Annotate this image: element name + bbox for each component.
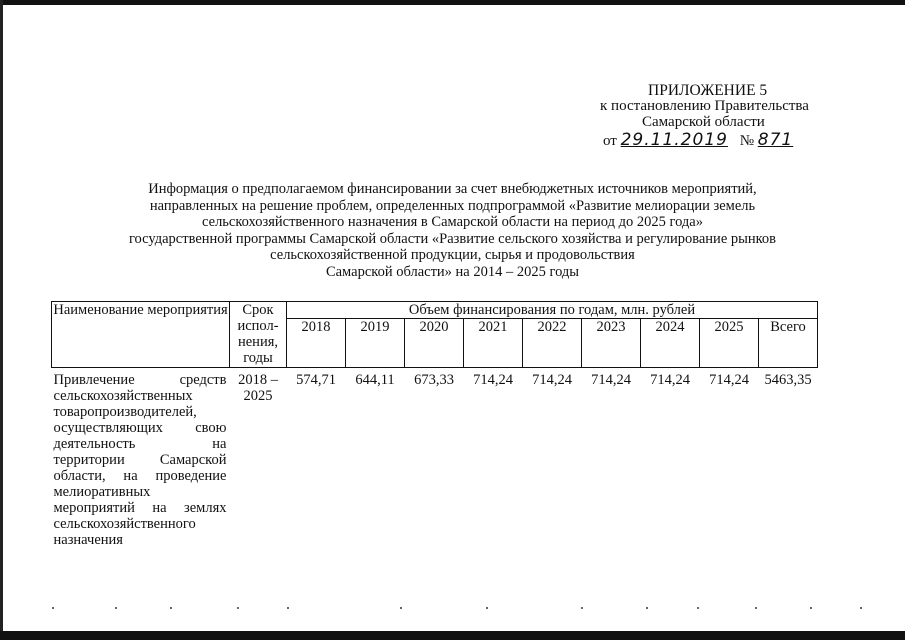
header-total: Всего	[759, 319, 818, 368]
row-total: 5463,35	[764, 372, 812, 388]
header-funding: Объем финансирования по годам, млн. рублей	[287, 302, 818, 319]
header-year: 2019	[346, 319, 405, 368]
scan-border-top	[0, 0, 905, 5]
funding-table	[51, 301, 818, 548]
title-line: государственной программы Самарской области «Развитие сельского хозяйства и регулирование рынков	[128, 230, 777, 247]
header-year: 2022	[523, 319, 582, 368]
scan-dot	[860, 607, 862, 609]
title-line: направленных на решение проблем, определенных подпрограммой «Развитие мелиорации земель	[149, 197, 756, 214]
row-value: 673,33	[414, 372, 454, 388]
row-value: 574,71	[296, 372, 336, 388]
row-value: 714,24	[532, 372, 572, 388]
row-value: 714,24	[591, 372, 631, 388]
number-prefix: №	[739, 133, 755, 149]
header-year: 2018	[287, 319, 346, 368]
attachment-region: Самарской области	[642, 114, 765, 130]
title-line: сельскохозяйственной продукции, сырья и продовольствия	[270, 247, 635, 263]
scan-border-left	[0, 0, 3, 640]
scan-dot	[810, 607, 812, 609]
row-value: 714,24	[709, 372, 749, 388]
header-year: 2025	[700, 319, 759, 368]
scan-dot	[486, 607, 488, 609]
scan-dot	[170, 607, 172, 609]
scan-dot	[646, 607, 648, 609]
scan-dot	[697, 607, 699, 609]
handwritten-number: 871	[757, 130, 794, 150]
scan-dot	[287, 607, 289, 609]
scan-dot	[115, 607, 117, 609]
scan-dot	[755, 607, 757, 609]
header-year: 2021	[464, 319, 523, 368]
document-title	[60, 181, 845, 280]
header-term: Срок испол-нения, годы	[230, 302, 287, 368]
row-value: 714,24	[650, 372, 690, 388]
title-line: Самарской области» на 2014 – 2025 годы	[325, 263, 580, 280]
title-line: Информация о предполагаемом финансировании за счет внебюджетных источников мероприятий,	[148, 181, 757, 197]
scan-dot	[52, 607, 54, 609]
row-term: 2018 – 2025	[238, 372, 278, 404]
header-year: 2023	[582, 319, 641, 368]
scan-border-bottom	[0, 631, 905, 640]
row-value: 714,24	[473, 372, 513, 388]
scan-dot	[581, 607, 583, 609]
attachment-reference: к постановлению Правительства	[600, 98, 809, 114]
attachment-date-line	[603, 132, 793, 150]
handwritten-date: 29.11.2019	[620, 130, 728, 150]
attachment-number: ПРИЛОЖЕНИЕ 5	[648, 82, 768, 99]
table-row	[52, 368, 818, 549]
date-prefix: от	[603, 133, 617, 149]
scan-dot	[237, 607, 239, 609]
header-year: 2024	[641, 319, 700, 368]
title-line: сельскохозяйственного назначения в Самарской области на период до 2025 года»	[202, 214, 703, 230]
row-value: 644,11	[355, 372, 395, 388]
row-name: Привлечение средств сельскохозяйственных товаропроизводителей, осуществляющих свою деятельность на территории Самарской области, на проведение мелиоративных мероприятий на землях сельскохозяйственного назначения	[53, 372, 227, 548]
scan-dot	[400, 607, 402, 609]
header-year: 2020	[405, 319, 464, 368]
header-name: Наименование мероприятия	[52, 302, 230, 368]
